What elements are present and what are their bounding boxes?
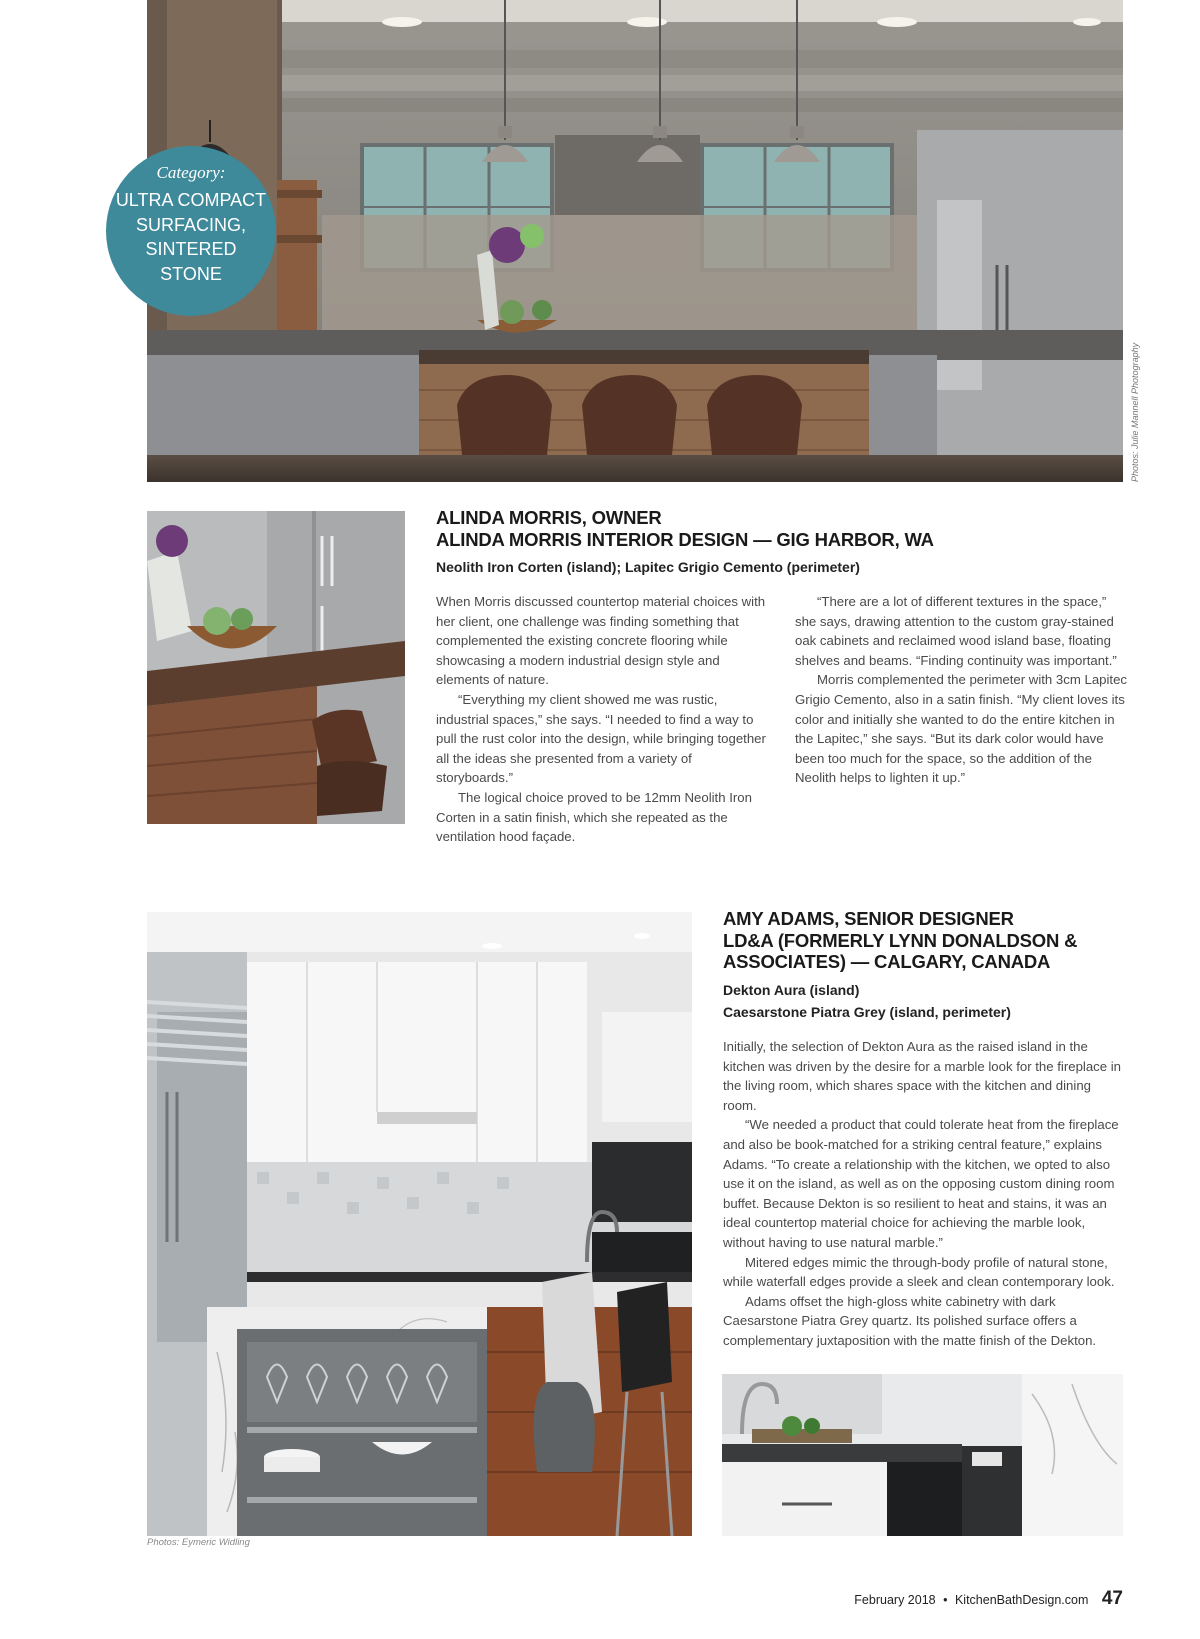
category-label: Category: — [156, 163, 226, 182]
photo-credit-top: Photos: Julie Mannell Photography — [1130, 342, 1140, 482]
countertop-detail-photo — [722, 1374, 1123, 1536]
section2-materials: Dekton Aura (island) Caesarstone Piatra Grey (island, perimeter) — [723, 982, 1011, 1020]
section2-body: Initially, the selection of Dekton Aura as the raised island in the kitchen was driven by the desire for a marble look for the fireplace in the living room, which shares space with the kitchen and dining room. “We needed a product that could tolerate heat from the fireplace and also be book-matched for a striking central feature,” explains Adams. “To create a relationship with the kitchen, we opted to also use it on the island, as well as on the opposing custom dining room buffet. Because Dekton is so resilient to heat and stains, it was an ideal countertop material choice for achieving the marble look, without having to use natural marble.” Mitered edges mimic the through-body profile of natural stone, while waterfall edges provide a sleek and clean contemporary look. Adams offset the high-gloss white cabinetry with dark Caesarstone Piatra Grey quartz. Its polished surface offers a complementary juxtaposition with the matte finish of the Dekton. — [723, 1039, 1122, 1348]
page-number: 47 — [1101, 1588, 1123, 1609]
section1-materials: Neolith Iron Corten (island); Lapitec Grigio Cemento (perimeter) — [436, 559, 860, 575]
issue-date: February 2018 — [854, 1593, 936, 1607]
section2-heading: AMY ADAMS, SENIOR DESIGNER LD&A (FORMERLY LYNN DONALDSON & ASSOCIATES) — CALGARY, CANADA — [723, 908, 1078, 972]
section1-heading: ALINDA MORRIS, OWNER ALINDA MORRIS INTERIOR DESIGN — GIG HARBOR, WA — [436, 507, 934, 550]
section1-column2: “There are a lot of different textures in the space,” she says, drawing attention to the custom gray-stained oak cabinets and reclaimed wood island base, floating shelves and beams. “Finding continuity was important.” Morris complemented the perimeter with 3cm Lapitec Grigio Cemento, also in a satin finish. “My client loves its color and initially she wanted to do the entire kitchen in the Lapitec,” she says. “But its dark color would have been too much for the space, so the addition of the Neolith helps to lighten it up.” — [795, 594, 1128, 786]
white-kitchen-photo — [147, 912, 692, 1536]
category-badge — [106, 146, 276, 316]
hero-kitchen-photo — [147, 0, 1123, 482]
website-name: KitchenBathDesign.com — [954, 1593, 1089, 1607]
island-detail-photo — [147, 511, 405, 824]
category-topic: ULTRA COMPACT SURFACING, SINTERED STONE — [115, 190, 267, 284]
section1-column1: When Morris discussed countertop material choices with her client, one challenge was finding something that complemented the existing concrete flooring while showcasing a modern industrial design style and elements of nature. “Everything my client showed me was rustic, industrial spaces,” she says. “I needed to find a way to pull the rust color into the design, while bringing together all the ideas she presented from a variety of storyboards.” The logical choice proved to be 12mm Neolith Iron Corten in a satin finish, which she repeated as the ventilation hood façade. — [436, 594, 766, 845]
photo-credit-bottom: Photos: Eymeric Widling — [147, 1537, 250, 1548]
page-footer — [854, 1588, 1123, 1610]
footer-separator: • — [943, 1593, 948, 1607]
